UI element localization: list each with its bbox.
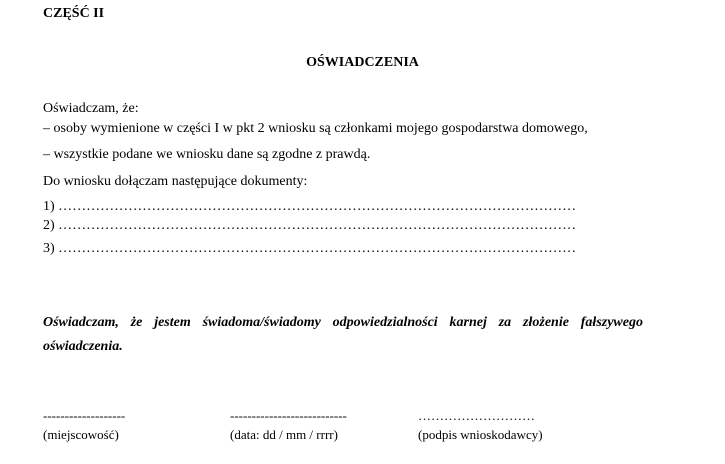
document-line-1[interactable]: 1) …………………………………………………………………………………………………: [43, 199, 577, 214]
signature-caption: (podpis wnioskodawcy): [418, 427, 543, 442]
place-signature-line[interactable]: -------------------: [43, 408, 126, 423]
applicant-signature-line[interactable]: ………………………: [418, 408, 535, 423]
declaration-bullet-data-true: – wszystkie podane we wniosku dane są zgodne z prawdą.: [43, 147, 371, 162]
date-signature-line[interactable]: ---------------------------: [230, 408, 347, 423]
criminal-liability-statement: Oświadczam, że jestem świadoma/świadomy odpowiedzialności karnej za złożenie fałszywego oświadczenia.: [43, 315, 643, 354]
declaration-bullet-household: – osoby wymienione w części I w pkt 2 wniosku są członkami mojego gospodarstwa domowego,: [43, 121, 588, 136]
page-title: OŚWIADCZENIA: [306, 55, 419, 70]
document-line-2[interactable]: 2) …………………………………………………………………………………………………: [43, 218, 577, 233]
documents-label: Do wniosku dołączam następujące dokumenty:: [43, 174, 308, 189]
document-line-3[interactable]: 3) …………………………………………………………………………………………………: [43, 241, 577, 256]
date-caption: (data: dd / mm / rrrr): [230, 427, 338, 442]
section-heading: CZĘŚĆ II: [43, 6, 105, 21]
declaration-intro: Oświadczam, że:: [43, 101, 139, 116]
place-caption: (miejscowość): [43, 427, 119, 442]
